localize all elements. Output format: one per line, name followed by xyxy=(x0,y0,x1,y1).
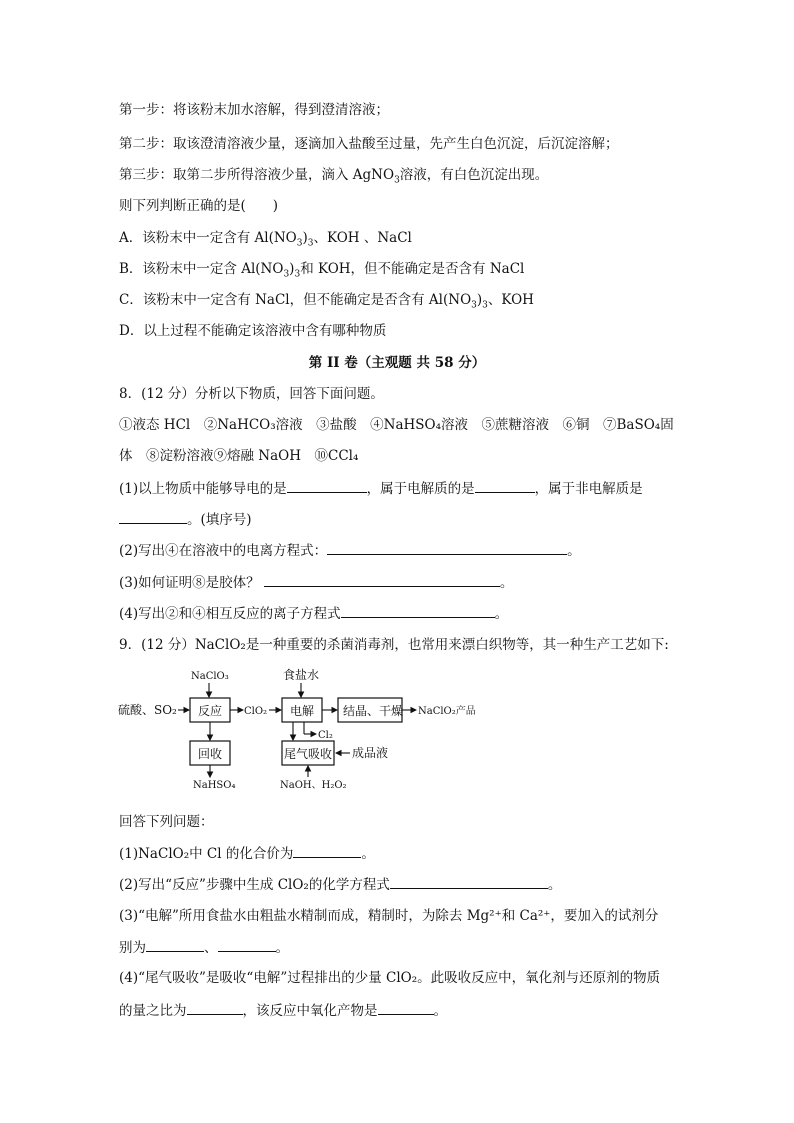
q9-part2: (2)写出“反应”步骤中生成 ClO₂的化学方程式 。 xyxy=(119,874,561,895)
process-flowchart xyxy=(118,663,498,793)
tail-gas-absorption-label: 尾气吸收 xyxy=(284,747,333,761)
answer-blank[interactable] xyxy=(218,937,276,952)
answer-blank[interactable] xyxy=(187,1000,243,1015)
step3-text: 第三步：取第二步所得溶液少量，滴入 AgNO$_3$溶液，有白色沉淀出现。 xyxy=(119,167,549,186)
crystallize-dry-label: 结晶、干燥 xyxy=(343,704,404,718)
step2-text: 第二步：取该澄清溶液少量，逐滴加入盐酸至过量，先产生白色沉淀，后沉淀溶解； xyxy=(119,136,619,152)
answer-blank[interactable] xyxy=(146,937,204,952)
recovery-label: 回收 xyxy=(198,747,223,761)
question-stem: 则下列判断正确的是( ) xyxy=(119,198,279,214)
q9-part3-cont: 别为 、 。 xyxy=(119,937,289,958)
q9-part4: (4)“尾气吸收”是吸收“电解”过程排出的少量 ClO₂。此吸收反应中，氧化剂与还原剂的物质 xyxy=(119,970,661,986)
clo2-label: ClO₂ xyxy=(244,706,268,717)
answer-blank[interactable] xyxy=(287,478,367,493)
naclo3-label: NaClO₃ xyxy=(191,671,229,682)
answer-blank[interactable] xyxy=(293,843,361,858)
answer-prompt: 回答下列问题： xyxy=(119,814,214,830)
q8-stem: 8．(12 分）分析以下物质，回答下面问题。 xyxy=(119,386,384,402)
finished-liquid-label: 成品液 xyxy=(352,746,389,760)
section-title: 第 II 卷（主观题 共 58 分） xyxy=(308,355,486,371)
q8-part1-cont: 。(填序号) xyxy=(119,509,252,530)
q8-part3: (3)如何证明⑧是胶体？ 。 xyxy=(119,572,513,593)
q8-substance-list-1: ①液态 HCl ②NaHCO₃溶液 ③盐酸 ④NaHSO₄溶液 ⑤蔗糖溶液 ⑥铜 ⑦BaSO₄固 xyxy=(119,417,674,433)
q9-part4-cont: 的量之比为 ，该反应中氧化产物是 。 xyxy=(119,1000,447,1021)
step1-text: 第一步：将该粉末加水溶解，得到澄清溶液； xyxy=(119,102,389,118)
answer-blank[interactable] xyxy=(119,509,187,524)
answer-blank[interactable] xyxy=(378,1000,434,1015)
option-b: B．该粉末中一定含 $Al(NO_3)_3$和 KOH，但不能确定是否含有 NaCl xyxy=(119,261,525,280)
q8-part1: (1)以上物质中能够导电的是 ，属于电解质的是 ，属于非电解质是 xyxy=(119,478,643,499)
q9-part3: (3)“电解”所用食盐水由粗盐水精制而成，精制时，为除去 Mg²⁺和 Ca²⁺，要加入的试剂分 xyxy=(119,908,659,924)
option-a: A．该粉末中一定含有 $Al(NO_3)_3$、KOH 、NaCl xyxy=(119,230,412,249)
acid-so2-label: 硫酸、SO₂ xyxy=(118,703,177,717)
answer-blank[interactable] xyxy=(341,603,495,618)
option-c: C．该粉末中一定含有 NaCl，但不能确定是否含有 $Al(NO_3)_3$、KOH xyxy=(119,292,534,311)
answer-blank[interactable] xyxy=(475,478,535,493)
answer-blank[interactable] xyxy=(390,874,548,889)
q8-substance-list-2: 体 ⑧淀粉溶液⑨熔融 NaOH ⑩CCl₄ xyxy=(119,448,359,464)
electrolysis-label: 电解 xyxy=(290,704,315,718)
q8-part2: (2)写出④在溶液中的电离方程式： 。 xyxy=(119,540,581,561)
brine-label: 食盐水 xyxy=(283,668,320,682)
answer-blank[interactable] xyxy=(264,572,500,587)
reaction-label: 反应 xyxy=(198,704,223,718)
q9-stem: 9．(12 分）NaClO₂是一种重要的杀菌消毒剂，也常用来漂白织物等，其一种生产工艺如下: xyxy=(119,637,669,653)
answer-blank[interactable] xyxy=(327,540,567,555)
cl2-label: Cl₂ xyxy=(318,730,333,741)
q8-part4: (4)写出②和④相互反应的离子方程式 。 xyxy=(119,603,508,624)
q9-part1: (1)NaClO₂中 Cl 的化合价为 。 xyxy=(119,843,375,864)
naoh-h2o2-label: NaOH、H₂O₂ xyxy=(280,780,347,791)
option-d: D．以上过程不能确定该溶液中含有哪种物质 xyxy=(119,323,387,339)
nahso4-label: NaHSO₄ xyxy=(193,780,236,791)
product-label: NaClO₂产品 xyxy=(418,706,476,717)
